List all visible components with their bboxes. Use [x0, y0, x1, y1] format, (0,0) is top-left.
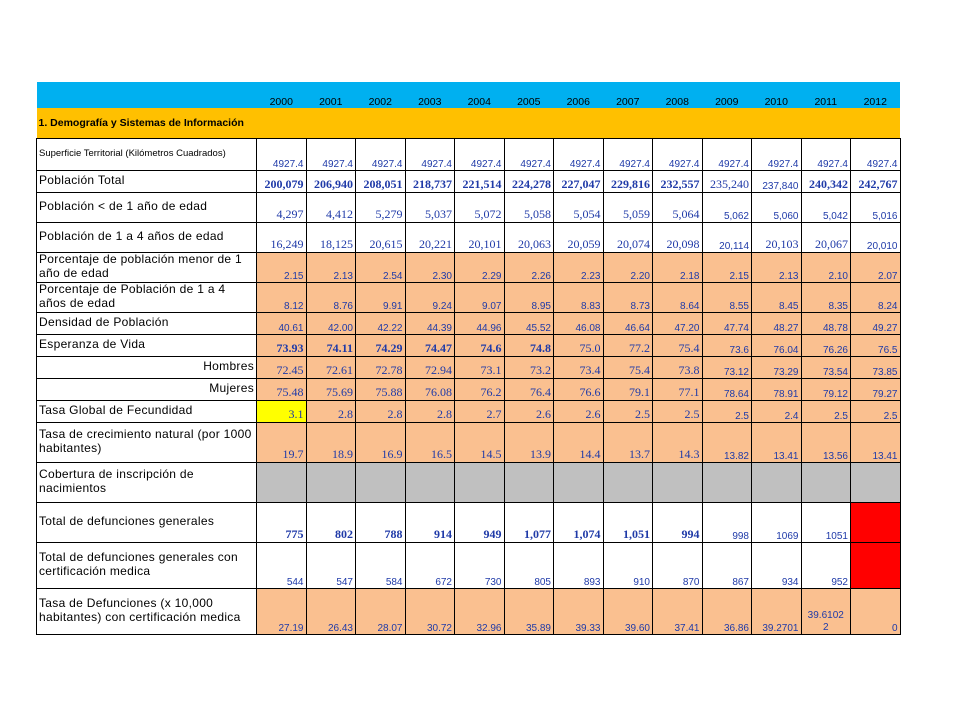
value-cell-2002: 75.88	[356, 378, 406, 400]
value-cell-2004: 74.6	[455, 334, 505, 356]
value-cell-2011: 73.54	[801, 356, 851, 378]
value-cell-2007: 2.5	[603, 400, 653, 422]
value-cell-2005: 4927.4	[504, 138, 554, 170]
section-fill-cell	[257, 108, 307, 138]
value-cell-2009: 2.15	[702, 252, 752, 282]
value-cell-2009: 5,062	[702, 192, 752, 222]
value-cell-2010: 39.2701	[752, 588, 802, 634]
value-cell-2003: 914	[405, 502, 455, 542]
value-cell-2009: 73.12	[702, 356, 752, 378]
indicator-label: Porcentaje de Población de 1 a 4 años de edad	[37, 282, 257, 312]
value-cell-2009: 4927.4	[702, 138, 752, 170]
value-cell-2005: 76.4	[504, 378, 554, 400]
value-cell-2010: 20,103	[752, 222, 802, 252]
value-cell-2005: 45.52	[504, 312, 554, 334]
value-cell-2002: 788	[356, 502, 406, 542]
value-cell-2011: 13.56	[801, 422, 851, 462]
value-cell-2001: 2.13	[306, 252, 356, 282]
value-cell-2007: 910	[603, 542, 653, 588]
section-fill-cell	[554, 108, 604, 138]
value-cell-2006: 5,054	[554, 192, 604, 222]
value-cell-2004: 14.5	[455, 422, 505, 462]
value-cell-2007: 75.4	[603, 356, 653, 378]
indicator-label: Tasa Global de Fecundidad	[37, 400, 257, 422]
value-cell-2010: 934	[752, 542, 802, 588]
value-cell-2003: 2.8	[405, 400, 455, 422]
value-cell-2007: 1,051	[603, 502, 653, 542]
value-cell-2012: 20,010	[851, 222, 901, 252]
value-cell-2005: 73.2	[504, 356, 554, 378]
indicator-label: Población de 1 a 4 años de edad	[37, 222, 257, 252]
value-cell-2012: 2.5	[851, 400, 901, 422]
value-cell-2000	[257, 462, 307, 502]
indicator-label: Densidad de Población	[37, 312, 257, 334]
value-cell-2007: 79.1	[603, 378, 653, 400]
value-cell-2011: 76.26	[801, 334, 851, 356]
value-cell-2010	[752, 462, 802, 502]
value-cell-2011: 2.10	[801, 252, 851, 282]
indicator-row	[37, 138, 901, 170]
indicator-label: Esperanza de Vida	[37, 334, 257, 356]
value-cell-2004	[455, 462, 505, 502]
indicator-label: Población < de 1 año de edad	[37, 192, 257, 222]
value-cell-2001: 206,940	[306, 170, 356, 192]
value-cell-2008: 994	[653, 502, 703, 542]
value-cell-2008: 77.1	[653, 378, 703, 400]
year-header-2000: 2000	[257, 82, 307, 108]
value-cell-2003: 9.24	[405, 282, 455, 312]
value-cell-2006: 893	[554, 542, 604, 588]
value-cell-2004: 221,514	[455, 170, 505, 192]
value-cell-2012: 79.27	[851, 378, 901, 400]
value-cell-2010: 48.27	[752, 312, 802, 334]
value-cell-2000: 200,079	[257, 170, 307, 192]
value-cell-2001: 4,412	[306, 192, 356, 222]
value-cell-2005	[504, 462, 554, 502]
section-fill-cell	[455, 108, 505, 138]
value-cell-2000: 775	[257, 502, 307, 542]
value-cell-2001: 547	[306, 542, 356, 588]
section-title-row	[37, 108, 901, 138]
value-cell-2010: 8.45	[752, 282, 802, 312]
value-cell-2002: 4927.4	[356, 138, 406, 170]
year-header-2005: 2005	[504, 82, 554, 108]
value-cell-2009: 20,114	[702, 222, 752, 252]
value-cell-2010: 78.91	[752, 378, 802, 400]
value-cell-2012: 13.41	[851, 422, 901, 462]
value-cell-2003: 74.47	[405, 334, 455, 356]
indicator-row	[37, 170, 901, 192]
value-cell-2007: 8.73	[603, 282, 653, 312]
value-cell-2009: 998	[702, 502, 752, 542]
year-header-2002: 2002	[356, 82, 406, 108]
value-cell-2012: 76.5	[851, 334, 901, 356]
value-cell-2012: 242,767	[851, 170, 901, 192]
value-cell-2001: 42.00	[306, 312, 356, 334]
indicator-label: Mujeres	[37, 378, 257, 400]
value-cell-2006: 14.4	[554, 422, 604, 462]
value-cell-2009: 13.82	[702, 422, 752, 462]
value-cell-2008: 73.8	[653, 356, 703, 378]
indicator-row	[37, 222, 901, 252]
indicator-label: Total de defunciones generales	[37, 502, 257, 542]
value-cell-2002: 42.22	[356, 312, 406, 334]
value-cell-2012: 0	[851, 588, 901, 634]
value-cell-2008: 2.18	[653, 252, 703, 282]
indicator-label: Población Total	[37, 170, 257, 192]
indicator-row	[37, 192, 901, 222]
section-fill-cell	[851, 108, 901, 138]
value-cell-2007	[603, 462, 653, 502]
value-cell-2003: 5,037	[405, 192, 455, 222]
value-cell-2005: 805	[504, 542, 554, 588]
value-cell-2004: 73.1	[455, 356, 505, 378]
value-cell-2005: 74.8	[504, 334, 554, 356]
value-cell-2000: 40.61	[257, 312, 307, 334]
value-cell-2012	[851, 542, 901, 588]
value-cell-2009: 2.5	[702, 400, 752, 422]
value-cell-2011: 952	[801, 542, 851, 588]
value-cell-2003	[405, 462, 455, 502]
indicator-row	[37, 282, 901, 312]
value-cell-2004: 20,101	[455, 222, 505, 252]
indicators-table-container	[36, 82, 900, 635]
value-cell-2001: 8.76	[306, 282, 356, 312]
value-cell-2006: 4927.4	[554, 138, 604, 170]
value-cell-2006: 39.33	[554, 588, 604, 634]
value-cell-2005: 2.26	[504, 252, 554, 282]
indicator-label: Tasa de crecimiento natural (por 1000 habitantes)	[37, 422, 257, 462]
value-cell-2007: 5,059	[603, 192, 653, 222]
value-cell-2002: 2.54	[356, 252, 406, 282]
value-cell-2003: 672	[405, 542, 455, 588]
value-cell-2009: 235,240	[702, 170, 752, 192]
value-cell-2003: 30.72	[405, 588, 455, 634]
value-cell-2008	[653, 462, 703, 502]
value-cell-2005: 13.9	[504, 422, 554, 462]
value-cell-2010: 237,840	[752, 170, 802, 192]
value-cell-2006	[554, 462, 604, 502]
value-cell-2007: 4927.4	[603, 138, 653, 170]
value-cell-2006: 227,047	[554, 170, 604, 192]
indicator-row	[37, 462, 901, 502]
value-cell-2007: 77.2	[603, 334, 653, 356]
value-cell-2002	[356, 462, 406, 502]
value-cell-2003: 20,221	[405, 222, 455, 252]
value-cell-2008: 2.5	[653, 400, 703, 422]
value-cell-2000: 4,297	[257, 192, 307, 222]
value-cell-2005: 224,278	[504, 170, 554, 192]
value-cell-2006: 46.08	[554, 312, 604, 334]
year-header-2004: 2004	[455, 82, 505, 108]
value-cell-2002: 208,051	[356, 170, 406, 192]
value-cell-2001: 72.61	[306, 356, 356, 378]
section-fill-cell	[702, 108, 752, 138]
value-cell-2000: 73.93	[257, 334, 307, 356]
section-fill-cell	[653, 108, 703, 138]
year-header-2010: 2010	[752, 82, 802, 108]
value-cell-2007: 2.20	[603, 252, 653, 282]
indicator-row	[37, 422, 901, 462]
value-cell-2002: 72.78	[356, 356, 406, 378]
section-fill-cell	[306, 108, 356, 138]
indicator-label: Cobertura de inscripción de nacimientos	[37, 462, 257, 502]
indicator-row	[37, 542, 901, 588]
value-cell-2005: 20,063	[504, 222, 554, 252]
indicator-row	[37, 378, 901, 400]
value-cell-2001: 4927.4	[306, 138, 356, 170]
value-cell-2009: 8.55	[702, 282, 752, 312]
value-cell-2008: 14.3	[653, 422, 703, 462]
value-cell-2006: 2.23	[554, 252, 604, 282]
value-cell-2001: 2.8	[306, 400, 356, 422]
value-cell-2000: 16,249	[257, 222, 307, 252]
year-header-2011: 2011	[801, 82, 851, 108]
indicator-row	[37, 312, 901, 334]
value-cell-2009: 867	[702, 542, 752, 588]
value-cell-2001: 74.11	[306, 334, 356, 356]
indicator-label: Superficie Territorial (Kilómetros Cuadrados)	[37, 138, 257, 170]
section-fill-cell	[504, 108, 554, 138]
value-cell-2011: 4927.4	[801, 138, 851, 170]
year-header-2003: 2003	[405, 82, 455, 108]
indicators-table	[36, 82, 901, 635]
value-cell-2000: 4927.4	[257, 138, 307, 170]
indicator-row	[37, 252, 901, 282]
value-cell-2011: 79.12	[801, 378, 851, 400]
value-cell-2000: 72.45	[257, 356, 307, 378]
value-cell-2010: 5,060	[752, 192, 802, 222]
value-cell-2011: 5,042	[801, 192, 851, 222]
value-cell-2011: 8.35	[801, 282, 851, 312]
year-header-row	[37, 82, 901, 108]
value-cell-2012: 8.24	[851, 282, 901, 312]
value-cell-2008: 20,098	[653, 222, 703, 252]
value-cell-2011: 48.78	[801, 312, 851, 334]
value-cell-2009: 78.64	[702, 378, 752, 400]
value-cell-2012	[851, 502, 901, 542]
value-cell-2005: 2.6	[504, 400, 554, 422]
value-cell-2003: 4927.4	[405, 138, 455, 170]
section-fill-cell	[603, 108, 653, 138]
value-cell-2006: 75.0	[554, 334, 604, 356]
value-cell-2007: 229,816	[603, 170, 653, 192]
value-cell-2008: 232,557	[653, 170, 703, 192]
value-cell-2012	[851, 462, 901, 502]
value-cell-2002: 28.07	[356, 588, 406, 634]
value-cell-2008: 47.20	[653, 312, 703, 334]
value-cell-2010: 2.4	[752, 400, 802, 422]
value-cell-2006: 2.6	[554, 400, 604, 422]
value-cell-2005: 5,058	[504, 192, 554, 222]
value-cell-2006: 8.83	[554, 282, 604, 312]
value-cell-2006: 76.6	[554, 378, 604, 400]
section-fill-cell	[752, 108, 802, 138]
year-header-2006: 2006	[554, 82, 604, 108]
value-cell-2000: 2.15	[257, 252, 307, 282]
indicator-row	[37, 356, 901, 378]
value-cell-2000: 19.7	[257, 422, 307, 462]
value-cell-2008: 37.41	[653, 588, 703, 634]
value-cell-2002: 5,279	[356, 192, 406, 222]
value-cell-2000: 75.48	[257, 378, 307, 400]
value-cell-2000: 544	[257, 542, 307, 588]
value-cell-2006: 73.4	[554, 356, 604, 378]
value-cell-2010: 2.13	[752, 252, 802, 282]
value-cell-2012: 73.85	[851, 356, 901, 378]
value-cell-2001: 802	[306, 502, 356, 542]
value-cell-2003: 76.08	[405, 378, 455, 400]
indicator-row	[37, 588, 901, 634]
value-cell-2004: 730	[455, 542, 505, 588]
year-header-2001: 2001	[306, 82, 356, 108]
value-cell-2008: 8.64	[653, 282, 703, 312]
year-header-2007: 2007	[603, 82, 653, 108]
value-cell-2012: 5,016	[851, 192, 901, 222]
value-cell-2004: 32.96	[455, 588, 505, 634]
indicator-label: Hombres	[37, 356, 257, 378]
value-cell-2012: 2.07	[851, 252, 901, 282]
value-cell-2003: 2.30	[405, 252, 455, 282]
value-cell-2003: 218,737	[405, 170, 455, 192]
value-cell-2001: 75.69	[306, 378, 356, 400]
value-cell-2001: 18.9	[306, 422, 356, 462]
value-cell-2006: 20,059	[554, 222, 604, 252]
value-cell-2008: 870	[653, 542, 703, 588]
section-title: 1. Demografía y Sistemas de Información	[37, 108, 257, 138]
value-cell-2004: 4927.4	[455, 138, 505, 170]
value-cell-2004: 2.29	[455, 252, 505, 282]
value-cell-2006: 1,074	[554, 502, 604, 542]
value-cell-2011: 39.6102 2	[801, 588, 851, 634]
indicator-label: Tasa de Defunciones (x 10,000 habitantes) con certificación medica	[37, 588, 257, 634]
value-cell-2009: 36.86	[702, 588, 752, 634]
value-cell-2004: 44.96	[455, 312, 505, 334]
value-cell-2003: 72.94	[405, 356, 455, 378]
value-cell-2005: 8.95	[504, 282, 554, 312]
value-cell-2002: 9.91	[356, 282, 406, 312]
indicator-row	[37, 502, 901, 542]
value-cell-2012: 4927.4	[851, 138, 901, 170]
year-header-2009: 2009	[702, 82, 752, 108]
value-cell-2002: 2.8	[356, 400, 406, 422]
value-cell-2007: 39.60	[603, 588, 653, 634]
value-cell-2011: 240,342	[801, 170, 851, 192]
value-cell-2011: 1051	[801, 502, 851, 542]
value-cell-2010: 1069	[752, 502, 802, 542]
value-cell-2009: 73.6	[702, 334, 752, 356]
value-cell-2002: 20,615	[356, 222, 406, 252]
value-cell-2007: 13.7	[603, 422, 653, 462]
value-cell-2003: 44.39	[405, 312, 455, 334]
value-cell-2007: 20,074	[603, 222, 653, 252]
value-cell-2001: 18,125	[306, 222, 356, 252]
value-cell-2002: 16.9	[356, 422, 406, 462]
value-cell-2003: 16.5	[405, 422, 455, 462]
value-cell-2000: 3.1	[257, 400, 307, 422]
value-cell-2009: 47.74	[702, 312, 752, 334]
value-cell-2002: 584	[356, 542, 406, 588]
value-cell-2009	[702, 462, 752, 502]
section-fill-cell	[356, 108, 406, 138]
value-cell-2008: 4927.4	[653, 138, 703, 170]
year-header-2012: 2012	[851, 82, 901, 108]
indicator-label: Total de defunciones generales con certificación medica	[37, 542, 257, 588]
section-fill-cell	[801, 108, 851, 138]
value-cell-2010: 73.29	[752, 356, 802, 378]
value-cell-2008: 5,064	[653, 192, 703, 222]
value-cell-2011: 20,067	[801, 222, 851, 252]
value-cell-2004: 76.2	[455, 378, 505, 400]
value-cell-2010: 4927.4	[752, 138, 802, 170]
value-cell-2011	[801, 462, 851, 502]
section-fill-cell	[405, 108, 455, 138]
value-cell-2002: 74.29	[356, 334, 406, 356]
value-cell-2004: 2.7	[455, 400, 505, 422]
value-cell-2012: 49.27	[851, 312, 901, 334]
value-cell-2001: 26.43	[306, 588, 356, 634]
value-cell-2010: 76.04	[752, 334, 802, 356]
header-corner-cell	[37, 82, 257, 108]
value-cell-2005: 1,077	[504, 502, 554, 542]
value-cell-2004: 5,072	[455, 192, 505, 222]
value-cell-2011: 2.5	[801, 400, 851, 422]
value-cell-2005: 35.89	[504, 588, 554, 634]
value-cell-2000: 8.12	[257, 282, 307, 312]
value-cell-2004: 9.07	[455, 282, 505, 312]
value-cell-2007: 46.64	[603, 312, 653, 334]
indicator-label: Porcentaje de población menor de 1 año de edad	[37, 252, 257, 282]
value-cell-2010: 13.41	[752, 422, 802, 462]
value-cell-2001	[306, 462, 356, 502]
indicator-row	[37, 334, 901, 356]
indicator-row	[37, 400, 901, 422]
value-cell-2004: 949	[455, 502, 505, 542]
value-cell-2008: 75.4	[653, 334, 703, 356]
value-cell-2000: 27.19	[257, 588, 307, 634]
year-header-2008: 2008	[653, 82, 703, 108]
